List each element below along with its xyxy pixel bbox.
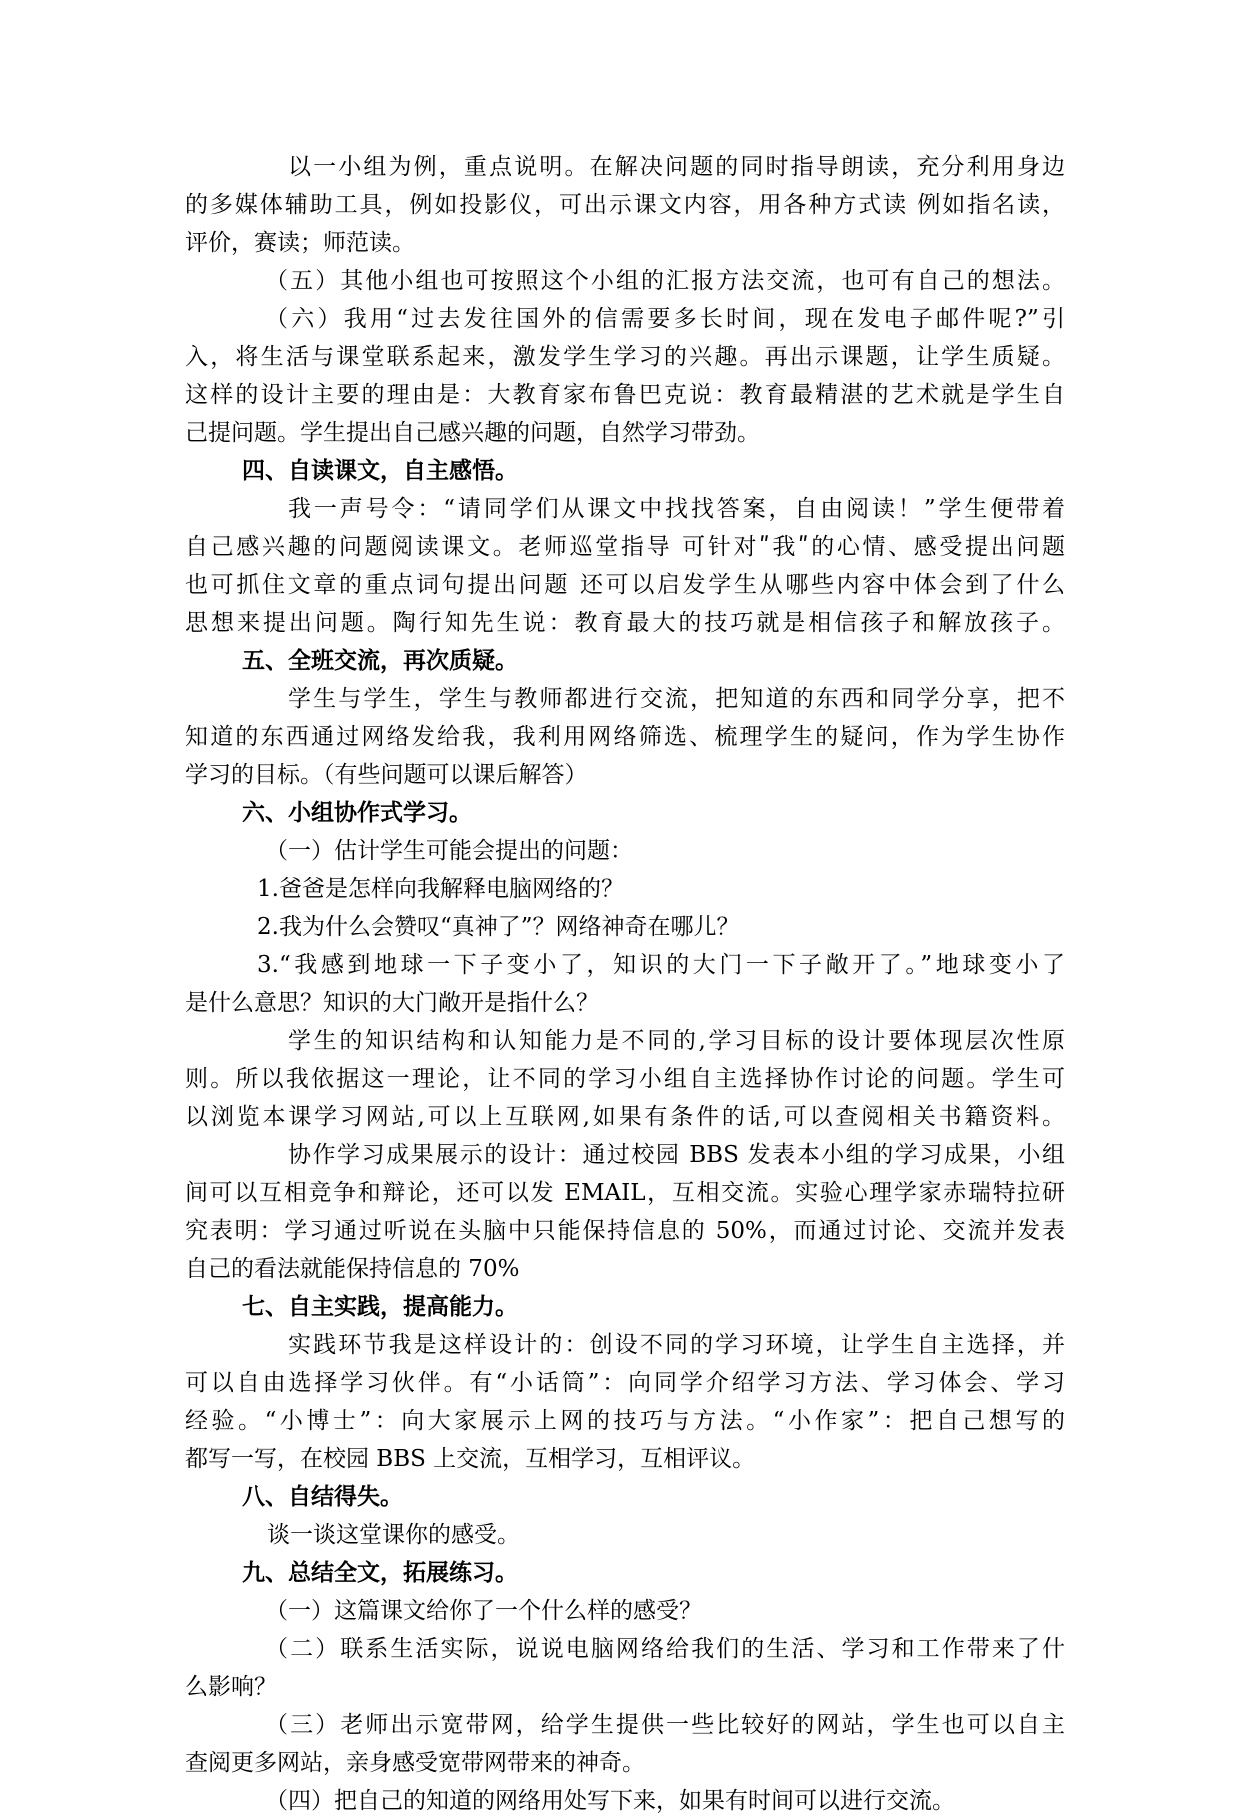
section-heading: 五、全班交流，再次质疑。: [242, 647, 518, 674]
text-line: 也可抓住文章的重点词句提出问题 还可以启发学生从哪些内容中体会到了什么: [185, 572, 1065, 598]
text-line: （三）老师出示宽带网，给学生提供一些比较好的网站，学生也可以自主: [265, 1712, 1065, 1738]
text-line: 协作学习成果展示的设计：通过校园 BBS 发表本小组的学习成果，小组: [288, 1142, 1065, 1168]
text-line: 都写一写，在校园 BBS 上交流，互相学习，互相评议。: [185, 1446, 756, 1472]
text-line: 己提问题。学生提出自己感兴趣的问题，自然学习带劲。: [185, 420, 760, 446]
text-line: 则。所以我依据这一理论，让不同的学习小组自主选择协作讨论的问题。学生可: [185, 1066, 1065, 1092]
section-heading: 四、自读课文，自主感悟。: [242, 457, 518, 484]
section-heading: 八、自结得失。: [242, 1483, 403, 1510]
text-line: 3.“我感到地球一下子变小了，知识的大门一下子敞开了。”地球变小了: [257, 952, 1065, 978]
text-line: 入，将生活与课堂联系起来，激发学生学习的兴趣。再出示课题，让学生质疑。: [185, 344, 1065, 370]
text-line: 以浏览本课学习网站,可以上互联网,如果有条件的话,可以查阅相关书籍资料。: [185, 1104, 1065, 1130]
section-heading: 七、自主实践，提高能力。: [242, 1293, 518, 1320]
text-line: （六）我用“过去发往国外的信需要多长时间，现在发电子邮件呢?”引: [265, 306, 1065, 332]
text-line: 的多媒体辅助工具，例如投影仪，可出示课文内容，用各种方式读 例如指名读，: [185, 192, 1065, 218]
text-line: 间可以互相竞争和辩论，还可以发 EMAIL，互相交流。实验心理学家赤瑞特拉研: [185, 1180, 1065, 1206]
section-heading: 六、小组协作式学习。: [242, 799, 472, 826]
text-line: （一）估计学生可能会提出的问题：: [265, 838, 633, 864]
text-line: （五）其他小组也可按照这个小组的汇报方法交流，也可有自己的想法。: [265, 268, 1065, 294]
text-line: 经验。“小博士”：向大家展示上网的技巧与方法。“小作家”：把自己想写的: [185, 1408, 1065, 1434]
text-line: （二）联系生活实际，说说电脑网络给我们的生活、学习和工作带来了什: [265, 1636, 1065, 1662]
text-line: 知道的东西通过网络发给我，我利用网络筛选、梳理学生的疑问，作为学生协作: [185, 724, 1065, 750]
section-heading: 九、总结全文，拓展练习。: [242, 1559, 518, 1586]
text-line: 自己的看法就能保持信息的 70%: [185, 1256, 520, 1282]
text-line: 实践环节我是这样设计的：创设不同的学习环境，让学生自主选择，并: [288, 1332, 1065, 1358]
text-line: 2.我为什么会赞叹“真神了”？网络神奇在哪儿？: [257, 914, 740, 940]
text-line: 这样的设计主要的理由是：大教育家布鲁巴克说：教育最精湛的艺术就是学生自: [185, 382, 1065, 408]
text-line: 学习的目标。（有些问题可以课后解答）: [185, 762, 588, 788]
text-line: 学生与学生，学生与教师都进行交流，把知道的东西和同学分享，把不: [288, 686, 1065, 712]
text-line: 思想来提出问题。陶行知先生说：教育最大的技巧就是相信孩子和解放孩子。: [185, 610, 1065, 636]
text-line: 自己感兴趣的问题阅读课文。老师巡堂指导 可针对ʺ我ʺ的心情、感受提出问题: [185, 534, 1065, 560]
text-line: 查阅更多网站，亲身感受宽带网带来的神奇。: [185, 1750, 645, 1776]
text-line: 以一小组为例，重点说明。在解决问题的同时指导朗读，充分利用身边: [288, 154, 1065, 180]
document-page: [185, 148, 1065, 1820]
text-line: 么影响？: [185, 1674, 277, 1700]
text-line: 学生的知识结构和认知能力是不同的,学习目标的设计要体现层次性原: [288, 1028, 1065, 1054]
text-line: 谈一谈这堂课你的感受。: [267, 1522, 520, 1548]
text-line: （一）这篇课文给你了一个什么样的感受？: [265, 1598, 702, 1624]
text-line: 我一声号令：“请同学们从课文中找找答案，自由阅读！”学生便带着: [288, 496, 1065, 522]
text-line: 是什么意思？知识的大门敞开是指什么？: [185, 990, 599, 1016]
text-line: 评价，赛读；师范读。: [185, 230, 415, 256]
text-line: 究表明：学习通过听说在头脑中只能保持信息的 50%，而通过讨论、交流并发表: [185, 1218, 1065, 1244]
text-line: 1.爸爸是怎样向我解释电脑网络的？: [257, 876, 624, 902]
text-line: 可以自由选择学习伙伴。有“小话筒”：向同学介绍学习方法、学习体会、学习: [185, 1370, 1065, 1396]
text-line: （四）把自己的知道的网络用处写下来，如果有时间可以进行交流。: [265, 1788, 955, 1814]
